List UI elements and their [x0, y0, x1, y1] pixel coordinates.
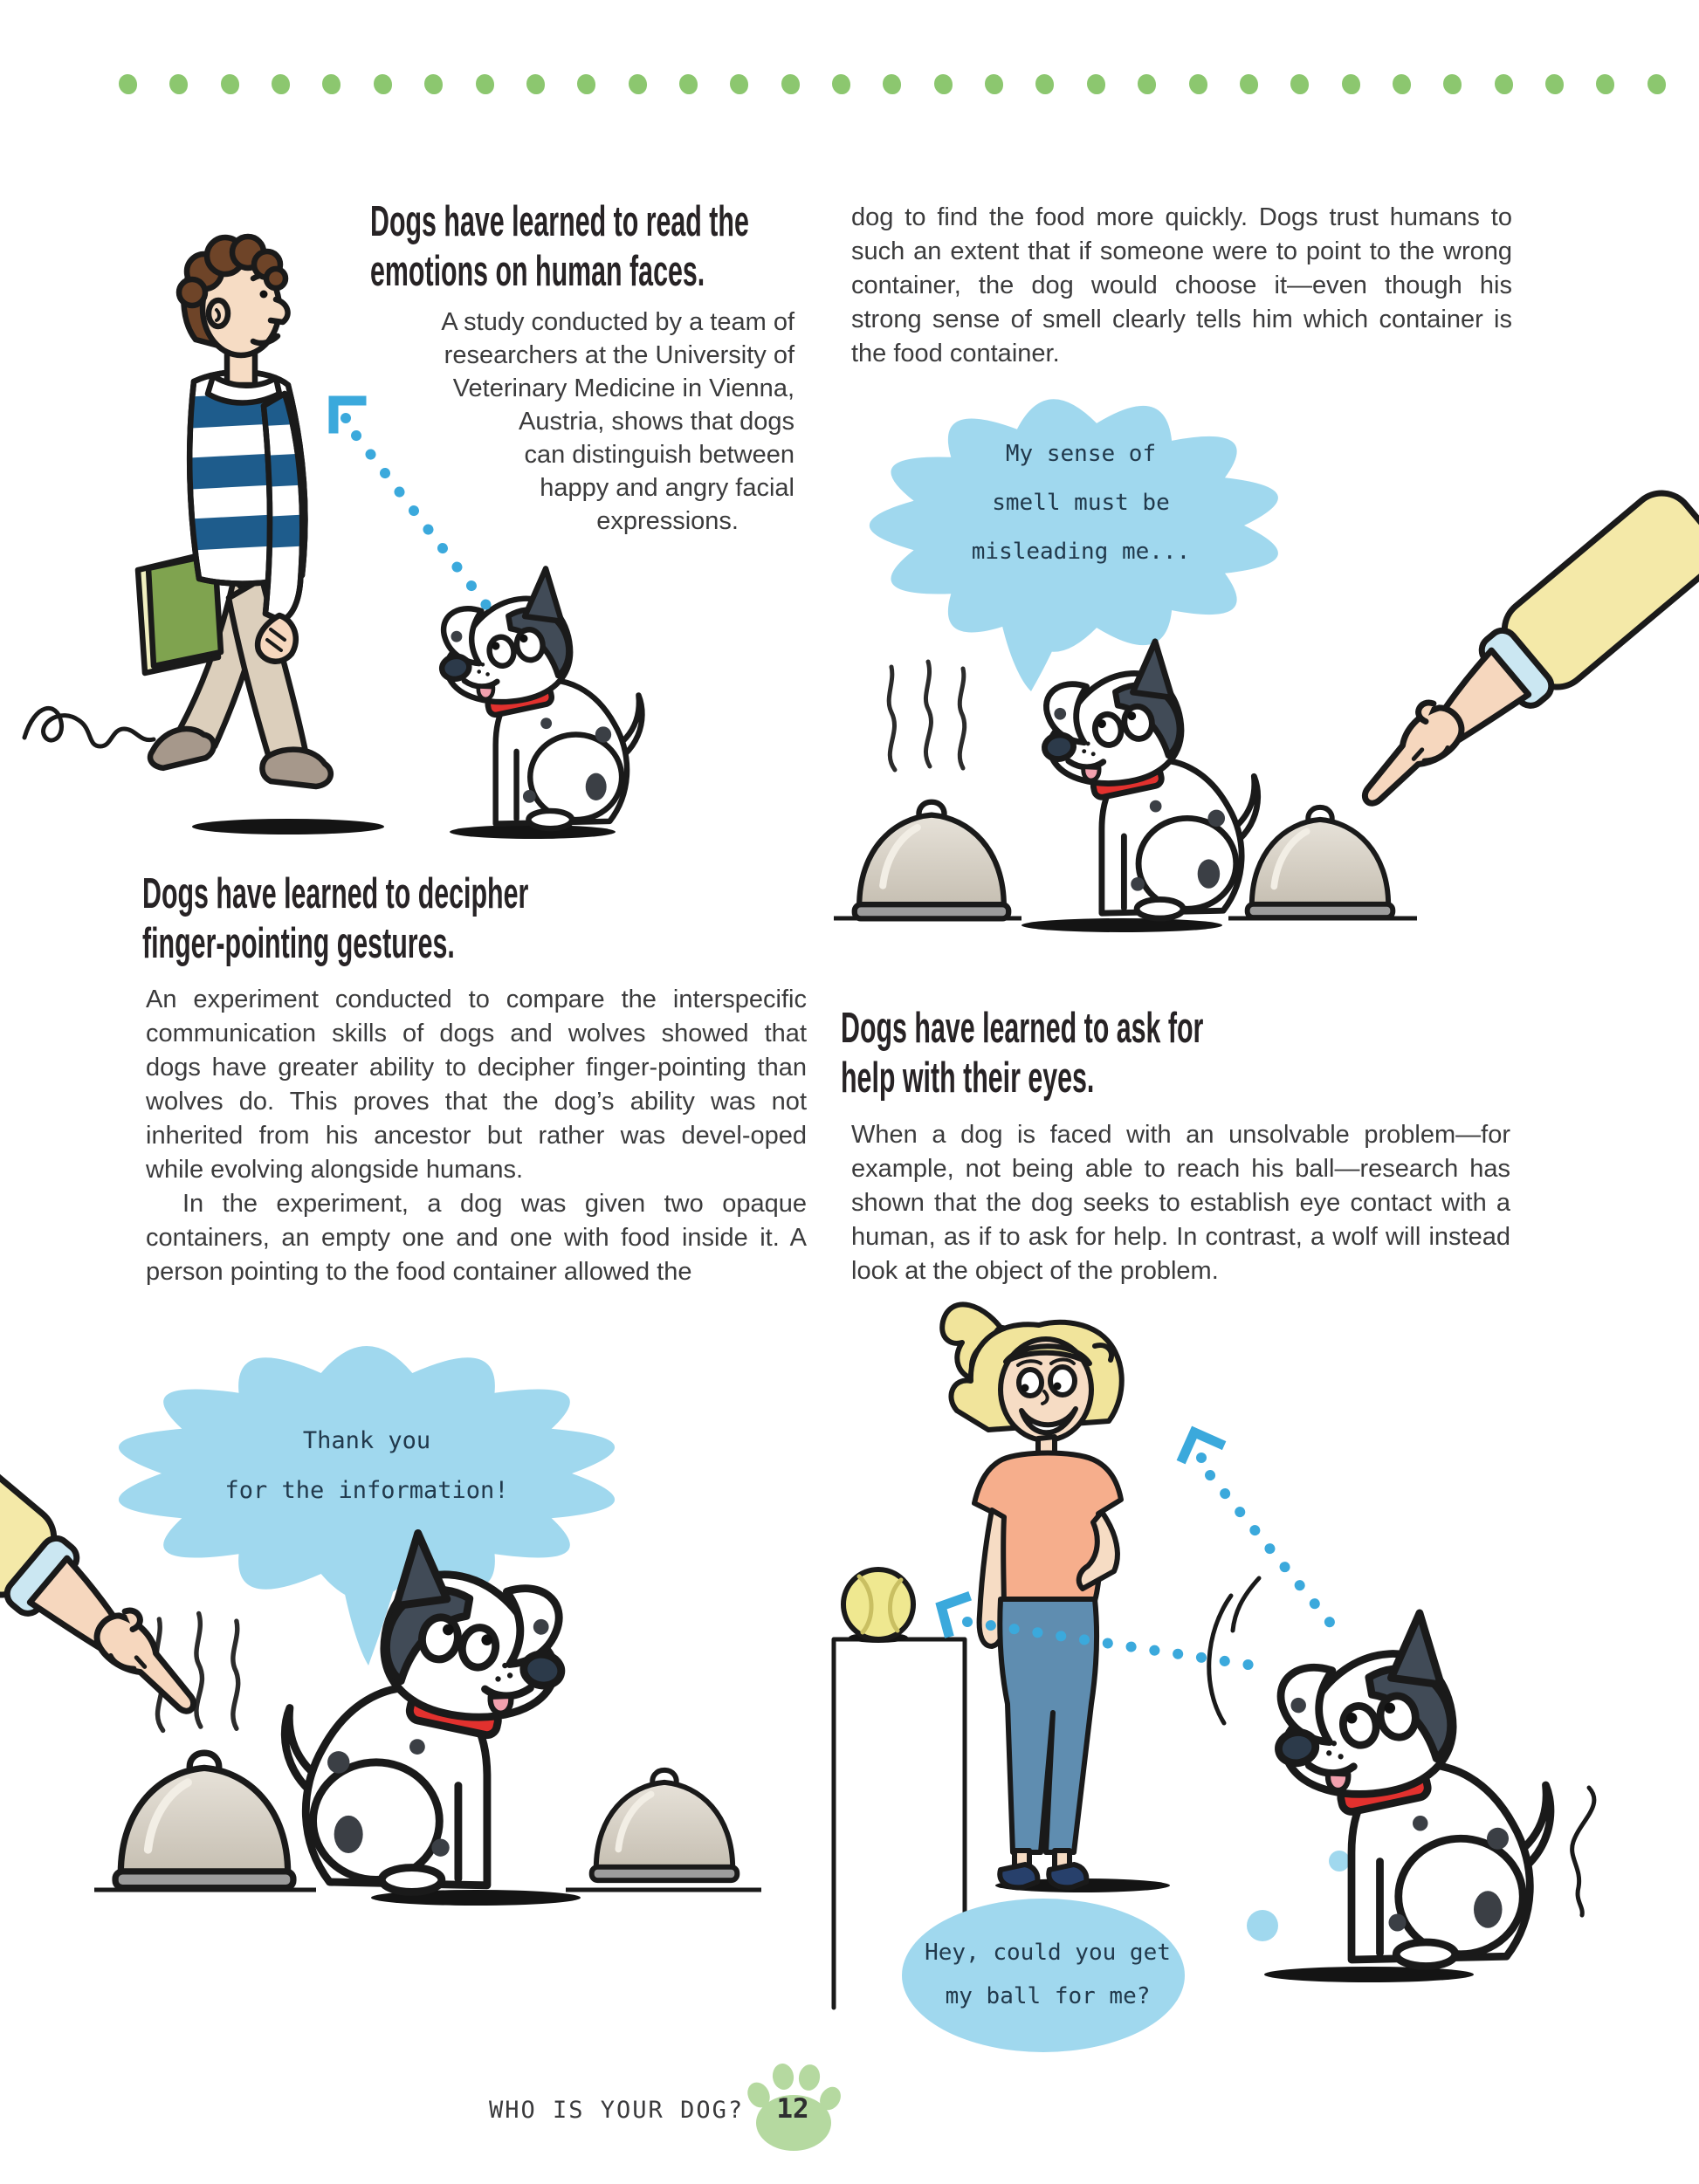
heading-line: finger-pointing gestures.	[142, 920, 455, 967]
shoe	[1049, 1865, 1086, 1887]
squiggle-line	[24, 708, 154, 746]
speech-bubble-thanks-text	[179, 1416, 554, 1515]
sitting-dog	[285, 1531, 581, 1892]
bubble-line: for the information!	[224, 1477, 509, 1504]
gaze-dot	[1196, 1453, 1207, 1463]
section-continuation-paragraph	[851, 201, 1512, 371]
pointing-hand	[1332, 480, 1699, 834]
bubble-line: misleading me...	[971, 539, 1191, 565]
gaze-corner-arrow	[1183, 1432, 1220, 1469]
paragraph: In the experiment, a dog was given two opaque containers, an empty one and one with food inside it. A person pointing to the food container allowed the	[146, 1190, 807, 1286]
paragraph-line: researchers at the University of	[444, 341, 794, 369]
squiggle-line	[1572, 1788, 1594, 1915]
thought-bubble-ball-text	[904, 1931, 1192, 2018]
heading-line: Dogs have learned to read the	[370, 198, 749, 245]
man-head	[179, 237, 288, 355]
section-ask-for-help-paragraph	[851, 1118, 1510, 1288]
gaze-dotted-line	[356, 436, 494, 615]
heading-line: emotions on human faces.	[370, 248, 705, 295]
paragraph: When a dog is faced with an unsolvable problem—for example, not being able to reach his ball—research has shown that the dog seeks to establish eye contact with a human, as if to ask for help. In contrast, a wolf will instead look at the object of the problem.	[851, 1121, 1510, 1285]
gaze-corner-arrow	[941, 1597, 966, 1632]
sitting-dog	[428, 567, 642, 828]
paragraph: An experiment conducted to compare the interspecific communication skills of dogs and wolves showed that dogs have greater ability to decipher finger-pointing than wolves do. This proves that the dog’s ability was not inherited from his ancestor but rather was devel-oped while evolving alongside humans.	[146, 986, 807, 1184]
paragraph-line: A study conducted by a team of	[441, 308, 794, 336]
paragraph-line: can distinguish between	[524, 441, 794, 469]
ground-shadow	[1264, 1967, 1474, 1982]
bubble-line: Hey, could you get	[925, 1940, 1171, 1966]
heading-line: Dogs have learned to decipher	[142, 870, 529, 917]
steam	[889, 662, 965, 770]
section-finger-pointing-paragraphs	[146, 983, 807, 1289]
paragraph-line: Austria, shows that dogs	[519, 408, 794, 436]
heading-line: Dogs have learned to ask for	[841, 1005, 1204, 1052]
paragraph: dog to find the food more quickly. Dogs trust humans to such an extent that if someone were to point to the wrong container, the dog would choose it—even though his strong sense of smell clearly tells him which container is the food container.	[851, 203, 1512, 367]
section-finger-pointing-heading	[142, 869, 928, 969]
thought-circle	[1247, 1910, 1278, 1941]
thought-circle	[1329, 1851, 1350, 1872]
ground-shadow	[192, 819, 384, 834]
man-and-dog-illustration	[9, 223, 646, 851]
food-cloche	[115, 1753, 293, 1887]
pointing-experiment-illustration	[834, 515, 1699, 951]
alert-arc	[1233, 1578, 1259, 1631]
shoe	[1000, 1865, 1037, 1887]
heading-line: help with their eyes.	[841, 1054, 1095, 1102]
sitting-dog	[1029, 640, 1257, 918]
walking-man	[138, 237, 331, 786]
sitting-dog	[1260, 1611, 1551, 1966]
bubble-line: smell must be	[992, 490, 1170, 516]
paragraph-line: Veterinary Medicine in Vienna,	[452, 374, 794, 402]
bubble-line: Thank you	[302, 1427, 431, 1454]
section-ask-for-help-heading	[841, 1004, 1627, 1103]
bubble-line: My sense of	[1005, 441, 1157, 467]
bubble-line: my ball for me?	[945, 1983, 1151, 2009]
gaze-dot	[340, 413, 351, 423]
empty-cloche	[1248, 807, 1393, 917]
paragraph-line: happy and angry facial	[540, 474, 794, 502]
ground-shadow	[1021, 918, 1222, 932]
page-number: 12	[776, 2093, 809, 2125]
footer-book-title: WHO IS YOUR DOG?	[489, 2097, 745, 2124]
dotted-border	[119, 73, 1666, 94]
empty-cloche	[592, 1770, 738, 1880]
paragraph-line: expressions.	[596, 507, 739, 535]
